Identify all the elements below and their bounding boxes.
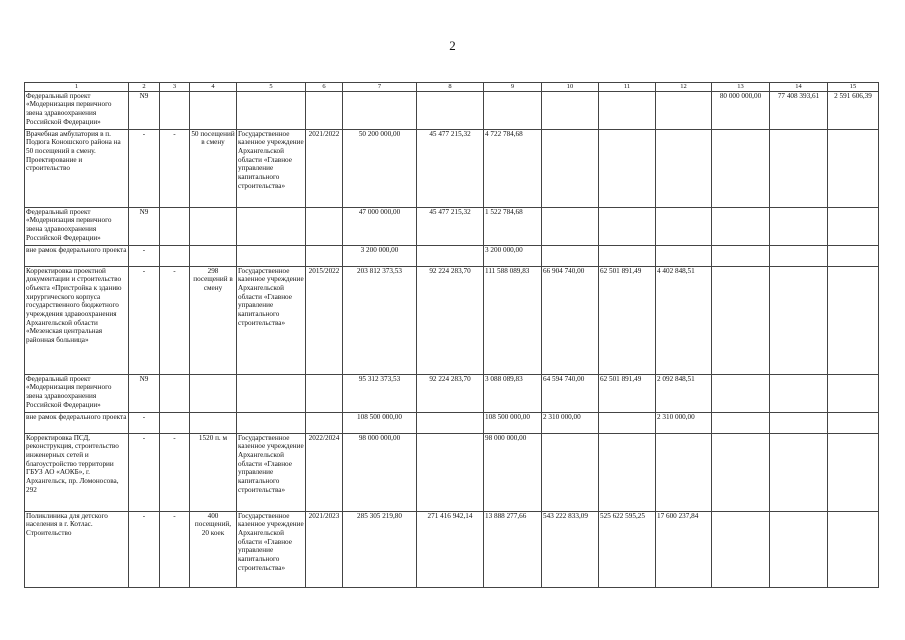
cell-col-7: 50 200 000,00	[343, 129, 417, 207]
cell-col-15	[828, 245, 879, 266]
cell-col-12: 2 310 000,00	[656, 412, 712, 433]
cell-col-15	[828, 129, 879, 207]
cell-col-8	[417, 433, 484, 511]
cell-col-4: 50 посещений в смену	[190, 129, 237, 207]
cell-col-6	[306, 245, 343, 266]
cell-col-14	[770, 266, 828, 374]
cell-col-13	[712, 207, 770, 245]
cell-col-7: 3 200 000,00	[343, 245, 417, 266]
cell-col-5	[237, 245, 306, 266]
cell-col-13	[712, 129, 770, 207]
column-number-13: 13	[712, 83, 770, 92]
cell-col-15	[828, 412, 879, 433]
column-number-15: 15	[828, 83, 879, 92]
cell-col-3	[160, 374, 190, 412]
cell-col-8: 45 477 215,32	[417, 207, 484, 245]
column-number-7: 7	[343, 83, 417, 92]
cell-col-10	[542, 207, 599, 245]
cell-col-4	[190, 91, 237, 129]
cell-col-7: 47 000 000,00	[343, 207, 417, 245]
cell-col-14	[770, 207, 828, 245]
cell-col-10	[542, 245, 599, 266]
table-row	[25, 266, 879, 374]
cell-col-6	[306, 91, 343, 129]
table-row	[25, 511, 879, 587]
row-name-cell: Поликлиника для детского населения в г. Котлас. Строительство	[25, 511, 129, 587]
cell-col-14	[770, 433, 828, 511]
cell-col-9: 108 500 000,00	[484, 412, 542, 433]
cell-col-9	[484, 91, 542, 129]
column-number-4: 4	[190, 83, 237, 92]
column-number-6: 6	[306, 83, 343, 92]
cell-col-2: N9	[129, 91, 160, 129]
cell-col-15: 2 591 606,39	[828, 91, 879, 129]
cell-col-3: -	[160, 511, 190, 587]
cell-col-2: -	[129, 245, 160, 266]
cell-col-3: -	[160, 433, 190, 511]
cell-col-13	[712, 412, 770, 433]
column-number-3: 3	[160, 83, 190, 92]
cell-col-4: 298 посещений в смену	[190, 266, 237, 374]
cell-col-3	[160, 412, 190, 433]
cell-col-4	[190, 374, 237, 412]
cell-col-10: 66 904 740,00	[542, 266, 599, 374]
table-row	[25, 412, 879, 433]
cell-col-4: 400 посещений, 20 коек	[190, 511, 237, 587]
column-number-2: 2	[129, 83, 160, 92]
cell-col-5	[237, 91, 306, 129]
cell-col-8	[417, 91, 484, 129]
table-row	[25, 433, 879, 511]
row-name-cell: вне рамок федерального проекта	[25, 245, 129, 266]
cell-col-11	[599, 433, 656, 511]
cell-col-5: Государственное казенное учреждение Архангельской области «Главное управление капитального строительства»	[237, 511, 306, 587]
table-row	[25, 207, 879, 245]
cell-col-12	[656, 91, 712, 129]
cell-col-10: 2 310 000,00	[542, 412, 599, 433]
cell-col-14	[770, 129, 828, 207]
cell-col-7: 285 305 219,80	[343, 511, 417, 587]
cell-col-14: 77 408 393,61	[770, 91, 828, 129]
row-name-cell: Корректировка ПСД, реконструкция, строительство инженерных сетей и благоустройство территории ГБУЗ АО «АОКБ», г. Архангельск, пр. Ломоносова, 292	[25, 433, 129, 511]
cell-col-2: -	[129, 511, 160, 587]
cell-col-3	[160, 207, 190, 245]
column-number-10: 10	[542, 83, 599, 92]
cell-col-5	[237, 207, 306, 245]
cell-col-6: 2021/2022	[306, 129, 343, 207]
table-row	[25, 374, 879, 412]
cell-col-10	[542, 433, 599, 511]
cell-col-2: N9	[129, 374, 160, 412]
cell-col-4	[190, 245, 237, 266]
cell-col-9: 98 000 000,00	[484, 433, 542, 511]
cell-col-12: 17 600 237,84	[656, 511, 712, 587]
cell-col-3	[160, 91, 190, 129]
cell-col-14	[770, 374, 828, 412]
row-name-cell: Федеральный проект «Модернизация первичного звена здравоохранения Российской Федерации»	[25, 374, 129, 412]
cell-col-15	[828, 433, 879, 511]
cell-col-15	[828, 511, 879, 587]
cell-col-11: 525 622 595,25	[599, 511, 656, 587]
cell-col-7	[343, 91, 417, 129]
cell-col-6: 2022/2024	[306, 433, 343, 511]
cell-col-2: -	[129, 266, 160, 374]
cell-col-15	[828, 207, 879, 245]
cell-col-11: 62 501 891,49	[599, 374, 656, 412]
cell-col-7: 98 000 000,00	[343, 433, 417, 511]
column-number-12: 12	[656, 83, 712, 92]
cell-col-8	[417, 245, 484, 266]
cell-col-10: 64 594 740,00	[542, 374, 599, 412]
cell-col-15	[828, 266, 879, 374]
cell-col-12: 2 092 848,51	[656, 374, 712, 412]
cell-col-2: -	[129, 129, 160, 207]
cell-col-6: 2021/2023	[306, 511, 343, 587]
budget-table	[24, 82, 879, 588]
cell-col-13	[712, 266, 770, 374]
cell-col-3: -	[160, 129, 190, 207]
cell-col-6: 2015/2022	[306, 266, 343, 374]
cell-col-2: N9	[129, 207, 160, 245]
table-row	[25, 129, 879, 207]
cell-col-9: 4 722 784,68	[484, 129, 542, 207]
cell-col-12	[656, 207, 712, 245]
column-number-9: 9	[484, 83, 542, 92]
cell-col-4: 1520 п. м	[190, 433, 237, 511]
cell-col-2: -	[129, 412, 160, 433]
cell-col-3	[160, 245, 190, 266]
column-number-11: 11	[599, 83, 656, 92]
row-name-cell: Федеральный проект «Модернизация первичного звена здравоохранения Российской Федерации»	[25, 207, 129, 245]
cell-col-4	[190, 412, 237, 433]
cell-col-10	[542, 129, 599, 207]
cell-col-12	[656, 129, 712, 207]
cell-col-9: 3 200 000,00	[484, 245, 542, 266]
cell-col-5	[237, 374, 306, 412]
cell-col-13	[712, 511, 770, 587]
cell-col-12	[656, 245, 712, 266]
column-number-1: 1	[25, 83, 129, 92]
row-name-cell: Врачебная амбулатория в п. Подюга Коношского района на 50 посещений в смену. Проектирование и строительство	[25, 129, 129, 207]
cell-col-9: 1 522 784,68	[484, 207, 542, 245]
cell-col-11: 62 501 891,49	[599, 266, 656, 374]
row-name-cell: Федеральный проект «Модернизация первичного звена здравоохранения Российской Федерации»	[25, 91, 129, 129]
column-number-8: 8	[417, 83, 484, 92]
table-body	[25, 83, 879, 588]
cell-col-14	[770, 511, 828, 587]
cell-col-7: 203 812 373,53	[343, 266, 417, 374]
cell-col-9: 13 888 277,66	[484, 511, 542, 587]
cell-col-12	[656, 433, 712, 511]
table-row	[25, 91, 879, 129]
cell-col-9: 3 088 089,83	[484, 374, 542, 412]
cell-col-2: -	[129, 433, 160, 511]
cell-col-13	[712, 374, 770, 412]
cell-col-3: -	[160, 266, 190, 374]
cell-col-6	[306, 207, 343, 245]
cell-col-8: 92 224 283,70	[417, 266, 484, 374]
cell-col-11	[599, 412, 656, 433]
cell-col-13	[712, 245, 770, 266]
cell-col-14	[770, 245, 828, 266]
column-number-14: 14	[770, 83, 828, 92]
cell-col-9: 111 588 089,83	[484, 266, 542, 374]
cell-col-11	[599, 207, 656, 245]
cell-col-5: Государственное казенное учреждение Архангельской области «Главное управление капитального строительства»	[237, 129, 306, 207]
cell-col-5: Государственное казенное учреждение Архангельской области «Главное управление капитального строительства»	[237, 266, 306, 374]
cell-col-11	[599, 129, 656, 207]
cell-col-13	[712, 433, 770, 511]
cell-col-7: 108 500 000,00	[343, 412, 417, 433]
cell-col-10: 543 222 833,09	[542, 511, 599, 587]
page-number: 2	[449, 38, 456, 53]
cell-col-6	[306, 412, 343, 433]
column-number-5: 5	[237, 83, 306, 92]
cell-col-15	[828, 374, 879, 412]
cell-col-11	[599, 245, 656, 266]
cell-col-13: 80 000 000,00	[712, 91, 770, 129]
cell-col-5	[237, 412, 306, 433]
cell-col-8: 271 416 942,14	[417, 511, 484, 587]
row-name-cell: вне рамок федерального проекта	[25, 412, 129, 433]
cell-col-11	[599, 91, 656, 129]
cell-col-6	[306, 374, 343, 412]
cell-col-8	[417, 412, 484, 433]
cell-col-14	[770, 412, 828, 433]
cell-col-8: 92 224 283,70	[417, 374, 484, 412]
table-row	[25, 245, 879, 266]
row-name-cell: Корректировка проектной документации и строительство объекта «Пристройка к зданию хирургического корпуса государственного бюджетного учреждения здравоохранения Архангельской области «Мезенская центральная районная больница»	[25, 266, 129, 374]
cell-col-7: 95 312 373,53	[343, 374, 417, 412]
cell-col-5: Государственное казенное учреждение Архангельской области «Главное управление капитального строительства»	[237, 433, 306, 511]
cell-col-4	[190, 207, 237, 245]
cell-col-8: 45 477 215,32	[417, 129, 484, 207]
cell-col-10	[542, 91, 599, 129]
column-number-row	[25, 83, 879, 92]
cell-col-12: 4 402 848,51	[656, 266, 712, 374]
